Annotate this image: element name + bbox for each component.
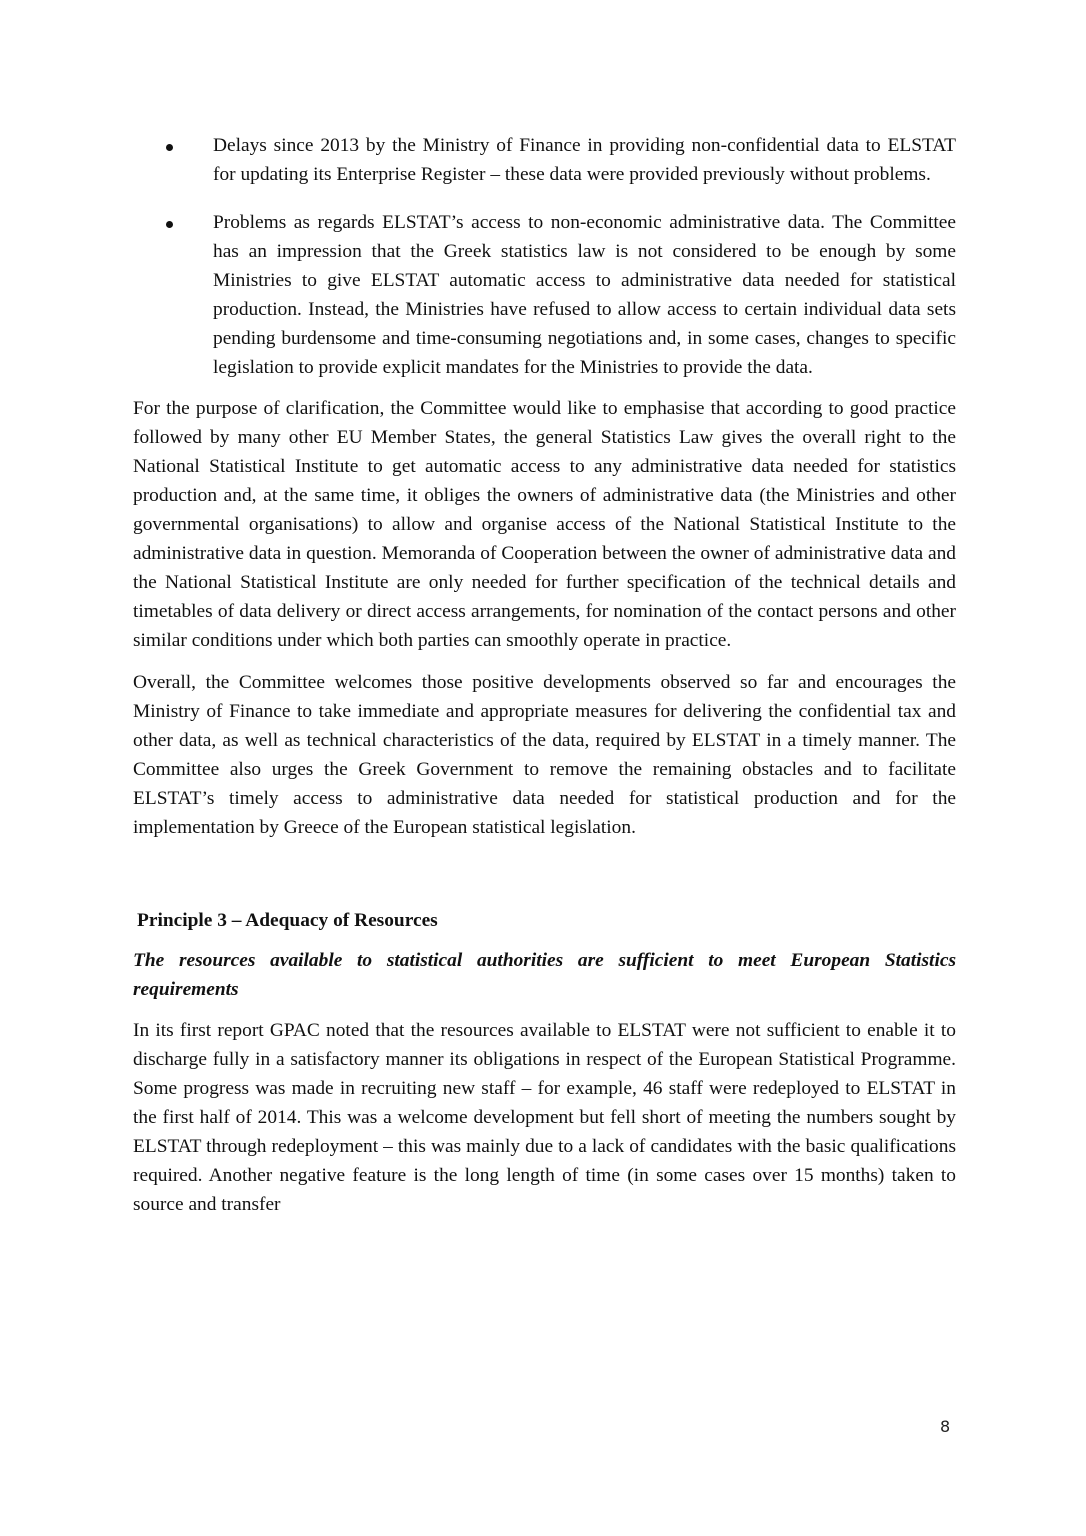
issues-bullet-list xyxy=(133,131,956,382)
bullet-icon xyxy=(166,221,173,228)
page-number: 8 xyxy=(940,1417,951,1436)
bullet-text: Problems as regards ELSTAT’s access to non-economic administrative data. The Committee has an impression that the Greek statistics law is not considered to be enough by some Ministries to give ELSTAT automatic access to administrative data needed for statistical production. Instead, the Ministries have refused to allow access to certain individual data sets pending burdensome and time-consuming negotiations and, in some cases, changes to specific legislation to provide explicit mandates for the Ministries to provide the data. xyxy=(213,212,956,378)
bullet-icon xyxy=(166,144,173,151)
section-body-paragraph: In its first report GPAC noted that the resources available to ELSTAT were not sufficient to enable it to discharge fully in a satisfactory manner its obligations in respect of the European Statistical Programme. Some progress was made in recruiting new staff – for example, 46 staff were redeployed to ELSTAT in the first half of 2014. This was a welcome development but fell short of meeting the numbers sought by ELSTAT through redeployment – this was mainly due to a lack of candidates with the basic qualifications required. Another negative feature is the long length of time (in some cases over 15 months) taken to source and transfer xyxy=(133,1020,956,1215)
document-page xyxy=(133,131,956,1232)
clarification-paragraph: For the purpose of clarification, the Committee would like to emphasise that according to good practice followed by many other EU Member States, the general Statistics Law gives the overall right to the National Statistical Institute to get automatic access to any administrative data needed for statistics production and, at the same time, it obliges the owners of administrative data (the Ministries and other governmental organisations) to allow and organise access of the National Statistical Institute to the administrative data in question. Memoranda of Cooperation between the owner of administrative data and the National Statistical Institute are only needed for further specification of the technical details and timetables of data delivery or direct access arrangements, for nomination of the contact persons and other similar conditions under which both parties can smoothly operate in practice. xyxy=(133,398,956,651)
bullet-item xyxy=(133,208,956,382)
bullet-text: Delays since 2013 by the Ministry of Finance in providing non-confidential data to ELSTAT for updating its Enterprise Register – these data were provided previously without problems. xyxy=(213,135,956,185)
section-heading: Principle 3 – Adequacy of Resources xyxy=(137,910,438,931)
section-subheading: The resources available to statistical authorities are sufficient to meet European Statistics requirements xyxy=(133,950,956,1000)
overall-paragraph: Overall, the Committee welcomes those positive developments observed so far and encourages the Ministry of Finance to take immediate and appropriate measures for delivering the confidential tax and other data, as well as technical characteristics of the data, required by ELSTAT in a timely manner. The Committee also urges the Greek Government to remove the remaining obstacles and to facilitate ELSTAT’s timely access to administrative data needed for statistical production and for the implementation by Greece of the European statistical legislation. xyxy=(133,672,956,838)
bullet-item xyxy=(133,131,956,189)
